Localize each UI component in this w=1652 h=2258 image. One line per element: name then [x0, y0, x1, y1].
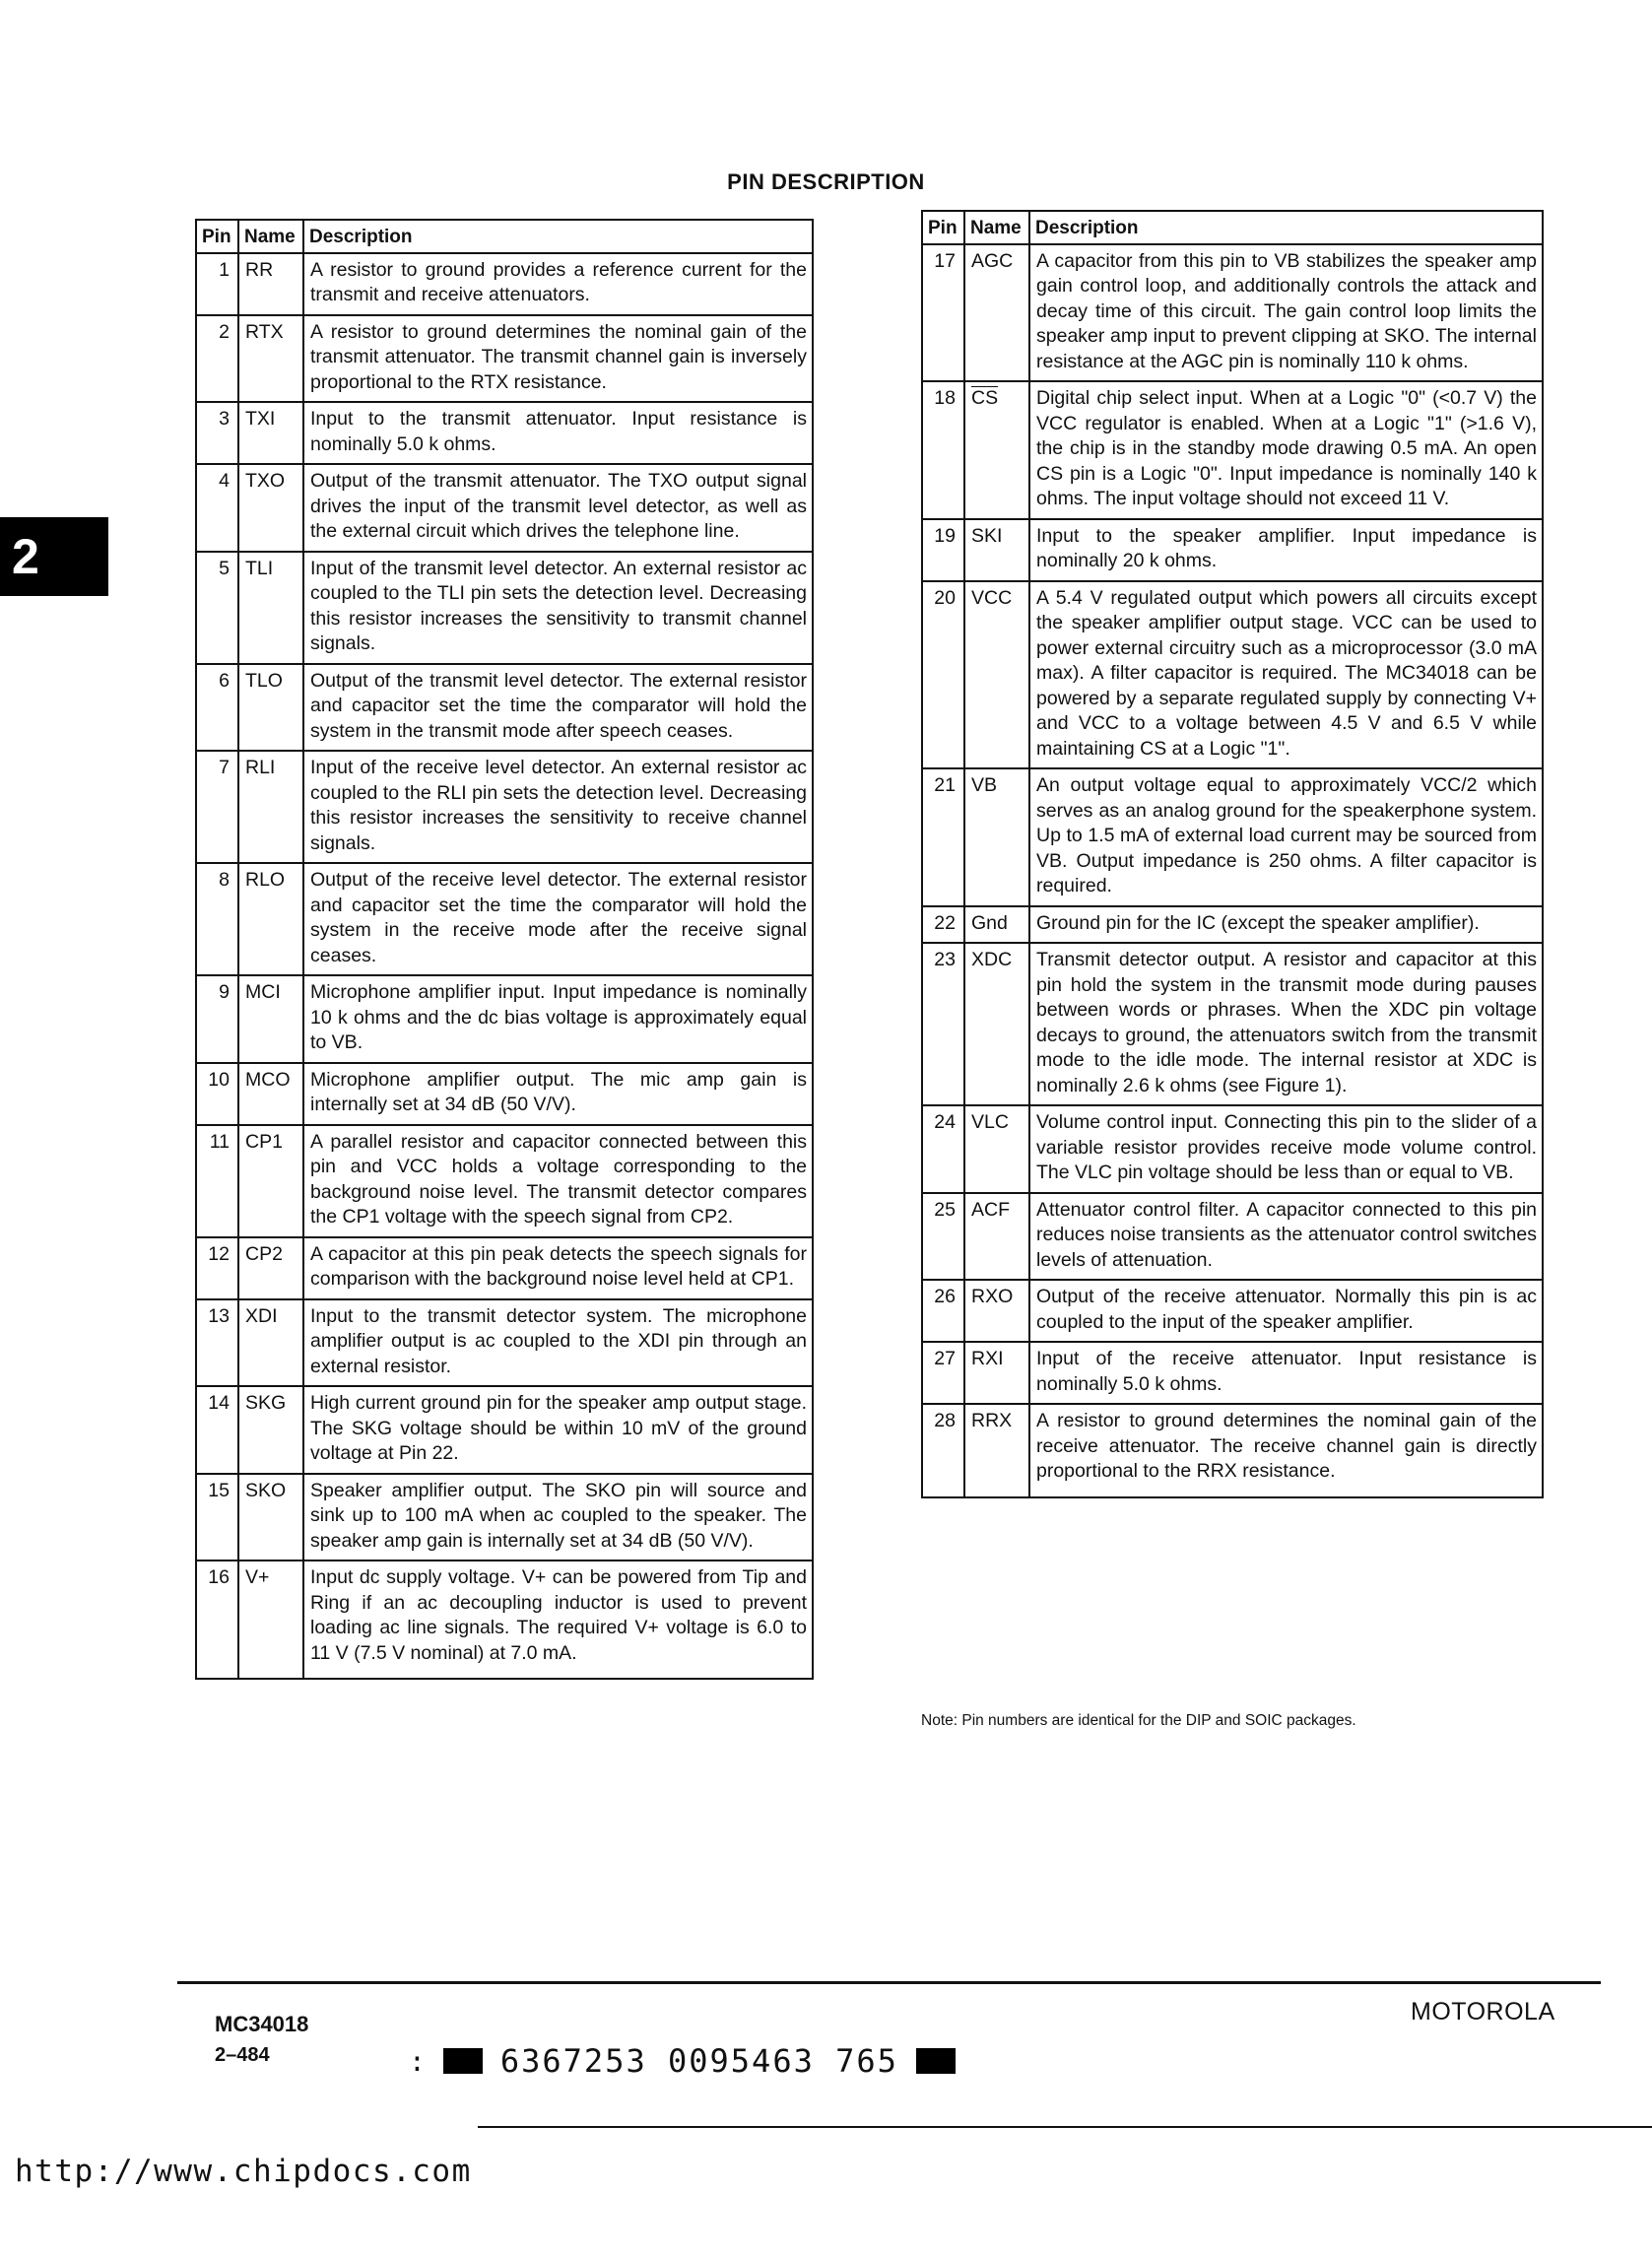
pin-name: TLI [238, 552, 303, 664]
pin-name: XDC [964, 943, 1029, 1105]
pin-name: RLI [238, 751, 303, 863]
table-row [922, 768, 1543, 906]
pin-number: 15 [196, 1474, 238, 1561]
pin-number: 24 [922, 1105, 964, 1193]
pin-number: 27 [922, 1342, 964, 1404]
pin-description: Output of the receive attenuator. Normally this pin is ac coupled to the input of the speaker amplifier. [1029, 1280, 1543, 1342]
pin-number: 12 [196, 1237, 238, 1299]
header-pin: Pin [922, 211, 964, 244]
header-pin: Pin [196, 220, 238, 253]
pin-name: SKG [238, 1386, 303, 1474]
pin-number: 2 [196, 315, 238, 403]
pin-name: TXO [238, 464, 303, 552]
table-row [922, 906, 1543, 944]
pin-number: 22 [922, 906, 964, 944]
pin-description: Attenuator control filter. A capacitor connected to this pin reduces noise transients as the attenuator control switches levels of attenuation. [1029, 1193, 1543, 1281]
pin-number: 17 [922, 244, 964, 382]
barcode-text: 6367253 0095463 765 [499, 2042, 898, 2080]
pin-name: RTX [238, 315, 303, 403]
pin-number: 18 [922, 381, 964, 519]
pin-description: Output of the receive level detector. The external resistor and capacitor set the time the comparator will hold the system in the receive mode after the receive signal ceases. [303, 863, 813, 975]
pin-description: A capacitor at this pin peak detects the speech signals for comparison with the background noise level held at CP1. [303, 1237, 813, 1299]
pin-description: Input to the transmit attenuator. Input resistance is nominally 5.0 k ohms. [303, 402, 813, 464]
table-row [922, 1193, 1543, 1281]
pin-number: 20 [922, 581, 964, 769]
pin-description: Digital chip select input. When at a Logic "0" (<0.7 V) the VCC regulator is enabled. When at a Logic "1" (>1.6 V), the chip is in the standby mode drawing 0.5 mA. An open CS pin is a Logic "0". Input impedance is nominally 140 k ohms. The input voltage should not exceed 11 V. [1029, 381, 1543, 519]
pin-description: Microphone amplifier input. Input impedance is nominally 10 k ohms and the dc bias voltage is approximately equal to VB. [303, 975, 813, 1063]
pin-name: RXI [964, 1342, 1029, 1404]
pin-number: 7 [196, 751, 238, 863]
pin-name: TXI [238, 402, 303, 464]
table-row [922, 381, 1543, 519]
pin-description: Volume control input. Connecting this pin to the slider of a variable resistor provides receive mode volume control. The VLC pin voltage should be less than or equal to VB. [1029, 1105, 1543, 1193]
table-row [922, 1280, 1543, 1342]
table-row [196, 863, 813, 975]
package-note: Note: Pin numbers are identical for the DIP and SOIC packages. [921, 1712, 1356, 1729]
source-url: http://www.chipdocs.com [15, 2154, 472, 2189]
barcode-block-left [443, 2048, 483, 2074]
page-title: PIN DESCRIPTION [727, 169, 925, 194]
pin-description: Transmit detector output. A resistor and capacitor at this pin hold the system in the transmit mode during pauses between words or phrases. When the XDC pin voltage decays to ground, the attenuators switch from the transmit mode to the idle mode. The internal resistor at XDC is nominally 2.6 k ohms (see Figure 1). [1029, 943, 1543, 1105]
pin-description: Output of the transmit level detector. The external resistor and capacitor set the time the comparator will hold the system in the transmit mode after speech ceases. [303, 664, 813, 752]
pin-description: A parallel resistor and capacitor connected between this pin and VCC holds a voltage corresponding to the background noise level. The transmit detector compares the CP1 voltage with the speech signal from CP2. [303, 1125, 813, 1237]
pin-number: 13 [196, 1299, 238, 1387]
table-row [196, 253, 813, 315]
pin-description: Output of the transmit attenuator. The TXO output signal drives the input of the transmit level detector, as well as the external circuit which drives the telephone line. [303, 464, 813, 552]
pin-number: 25 [922, 1193, 964, 1281]
pin-description: Input of the receive level detector. An external resistor ac coupled to the RLI pin sets the detection level. Decreasing this resistor increases the sensitivity to receive channel signals. [303, 751, 813, 863]
header-description: Description [303, 220, 813, 253]
pin-name: Gnd [964, 906, 1029, 944]
pin-number: 19 [922, 519, 964, 581]
pin-description: A resistor to ground determines the nominal gain of the transmit attenuator. The transmit channel gain is inversely proportional to the RTX resistance. [303, 315, 813, 403]
section-tab: 2 [0, 517, 108, 596]
pin-name: TLO [238, 664, 303, 752]
pin-name: RLO [238, 863, 303, 975]
pin-description: Input of the transmit level detector. An external resistor ac coupled to the TLI pin sets the detection level. Decreasing this resistor increases the sensitivity to transmit channel signals. [303, 552, 813, 664]
pin-name: CP2 [238, 1237, 303, 1299]
pin-name: $\overline{CS}$ [964, 381, 1029, 519]
pin-name: VB [964, 768, 1029, 906]
table-row [196, 751, 813, 863]
pin-name: SKI [964, 519, 1029, 581]
pin-number: 6 [196, 664, 238, 752]
table-row [922, 581, 1543, 769]
pin-number: 4 [196, 464, 238, 552]
pin-description: A resistor to ground provides a reference current for the transmit and receive attenuators. [303, 253, 813, 315]
pin-number: 8 [196, 863, 238, 975]
brand-name: MOTOROLA [1411, 1998, 1555, 2026]
header-name: Name [964, 211, 1029, 244]
pin-description: Speaker amplifier output. The SKO pin will source and sink up to 100 mA when ac coupled to the speaker. The speaker amp gain is internally set at 34 dB (50 V/V). [303, 1474, 813, 1561]
pin-number: 23 [922, 943, 964, 1105]
colon-mark: : [409, 2044, 426, 2078]
table-row [922, 1105, 1543, 1193]
pin-name: AGC [964, 244, 1029, 382]
table-row [196, 315, 813, 403]
pin-number: 10 [196, 1063, 238, 1125]
table-row [196, 1474, 813, 1561]
table-row [922, 943, 1543, 1105]
pin-description: A 5.4 V regulated output which powers all circuits except the speaker amplifier output stage. VCC can be used to power external circuitry such as a microprocessor (3.0 mA max). A filter capacitor is required. The MC34018 can be powered by a separate regulated supply by connecting V+ and VCC to a voltage between 4.5 V and 6.5 V while maintaining CS at a Logic "1". [1029, 581, 1543, 769]
table-row [196, 464, 813, 552]
pin-name: MCO [238, 1063, 303, 1125]
pin-name: CP1 [238, 1125, 303, 1237]
pin-description: Input of the receive attenuator. Input resistance is nominally 5.0 k ohms. [1029, 1342, 1543, 1404]
table-row [922, 519, 1543, 581]
pin-number: 14 [196, 1386, 238, 1474]
page-number: 2–484 [215, 2044, 270, 2066]
footer-rule-lower [478, 2126, 1652, 2128]
table-row [922, 244, 1543, 382]
pin-description: Input to the transmit detector system. The microphone amplifier output is ac coupled to the XDI pin through an external resistor. [303, 1299, 813, 1387]
pin-name: VLC [964, 1105, 1029, 1193]
table-row [196, 1299, 813, 1387]
footer-rule [177, 1981, 1601, 1984]
table-row [196, 402, 813, 464]
table-header-row [922, 211, 1543, 244]
table-row [196, 664, 813, 752]
table-row [922, 1404, 1543, 1497]
pin-description: Input dc supply voltage. V+ can be powered from Tip and Ring if an ac decoupling inductor is used to prevent loading ac line signals. The required V+ voltage is 6.0 to 11 V (7.5 V nominal) at 7.0 mA. [303, 1561, 813, 1679]
pin-name: XDI [238, 1299, 303, 1387]
pin-number: 3 [196, 402, 238, 464]
pin-name: ACF [964, 1193, 1029, 1281]
pin-name: RRX [964, 1404, 1029, 1497]
pin-number: 28 [922, 1404, 964, 1497]
table-row [196, 975, 813, 1063]
barcode [409, 2041, 956, 2081]
table-row [922, 1342, 1543, 1404]
pin-number: 5 [196, 552, 238, 664]
pin-number: 11 [196, 1125, 238, 1237]
pin-description: Ground pin for the IC (except the speaker amplifier). [1029, 906, 1543, 944]
table-row [196, 1125, 813, 1237]
table-header-row [196, 220, 813, 253]
pin-name: SKO [238, 1474, 303, 1561]
pin-name: RR [238, 253, 303, 315]
pin-name: RXO [964, 1280, 1029, 1342]
table-row [196, 1063, 813, 1125]
pin-description: A capacitor from this pin to VB stabilizes the speaker amp gain control loop, and additionally controls the attack and decay time of this circuit. The gain control loop limits the speaker amp input to prevent clipping at SKO. The internal resistance at the AGC pin is nominally 110 k ohms. [1029, 244, 1543, 382]
pin-description: High current ground pin for the speaker amp output stage. The SKG voltage should be within 10 mV of the ground voltage at Pin 22. [303, 1386, 813, 1474]
table-row [196, 552, 813, 664]
pin-name: MCI [238, 975, 303, 1063]
pin-name: V+ [238, 1561, 303, 1679]
pin-number: 21 [922, 768, 964, 906]
pin-number: 1 [196, 253, 238, 315]
barcode-block-right [916, 2048, 956, 2074]
pin-description: Microphone amplifier output. The mic amp gain is internally set at 34 dB (50 V/V). [303, 1063, 813, 1125]
header-name: Name [238, 220, 303, 253]
table-row [196, 1237, 813, 1299]
pin-description: Input to the speaker amplifier. Input impedance is nominally 20 k ohms. [1029, 519, 1543, 581]
header-description: Description [1029, 211, 1543, 244]
pin-description: An output voltage equal to approximately VCC/2 which serves as an analog ground for the speakerphone system. Up to 1.5 mA of external load current may be sourced from VB. Output impedance is 250 ohms. A filter capacitor is required. [1029, 768, 1543, 906]
pin-number: 9 [196, 975, 238, 1063]
pin-table-right [921, 210, 1544, 1498]
pin-description: A resistor to ground determines the nominal gain of the receive attenuator. The receive channel gain is directly proportional to the RRX resistance. [1029, 1404, 1543, 1497]
doc-number: MC34018 [215, 2012, 309, 2036]
pin-name: VCC [964, 581, 1029, 769]
table-row [196, 1386, 813, 1474]
pin-table-left [195, 219, 814, 1680]
pin-number: 26 [922, 1280, 964, 1342]
table-row [196, 1561, 813, 1679]
pin-number: 16 [196, 1561, 238, 1679]
